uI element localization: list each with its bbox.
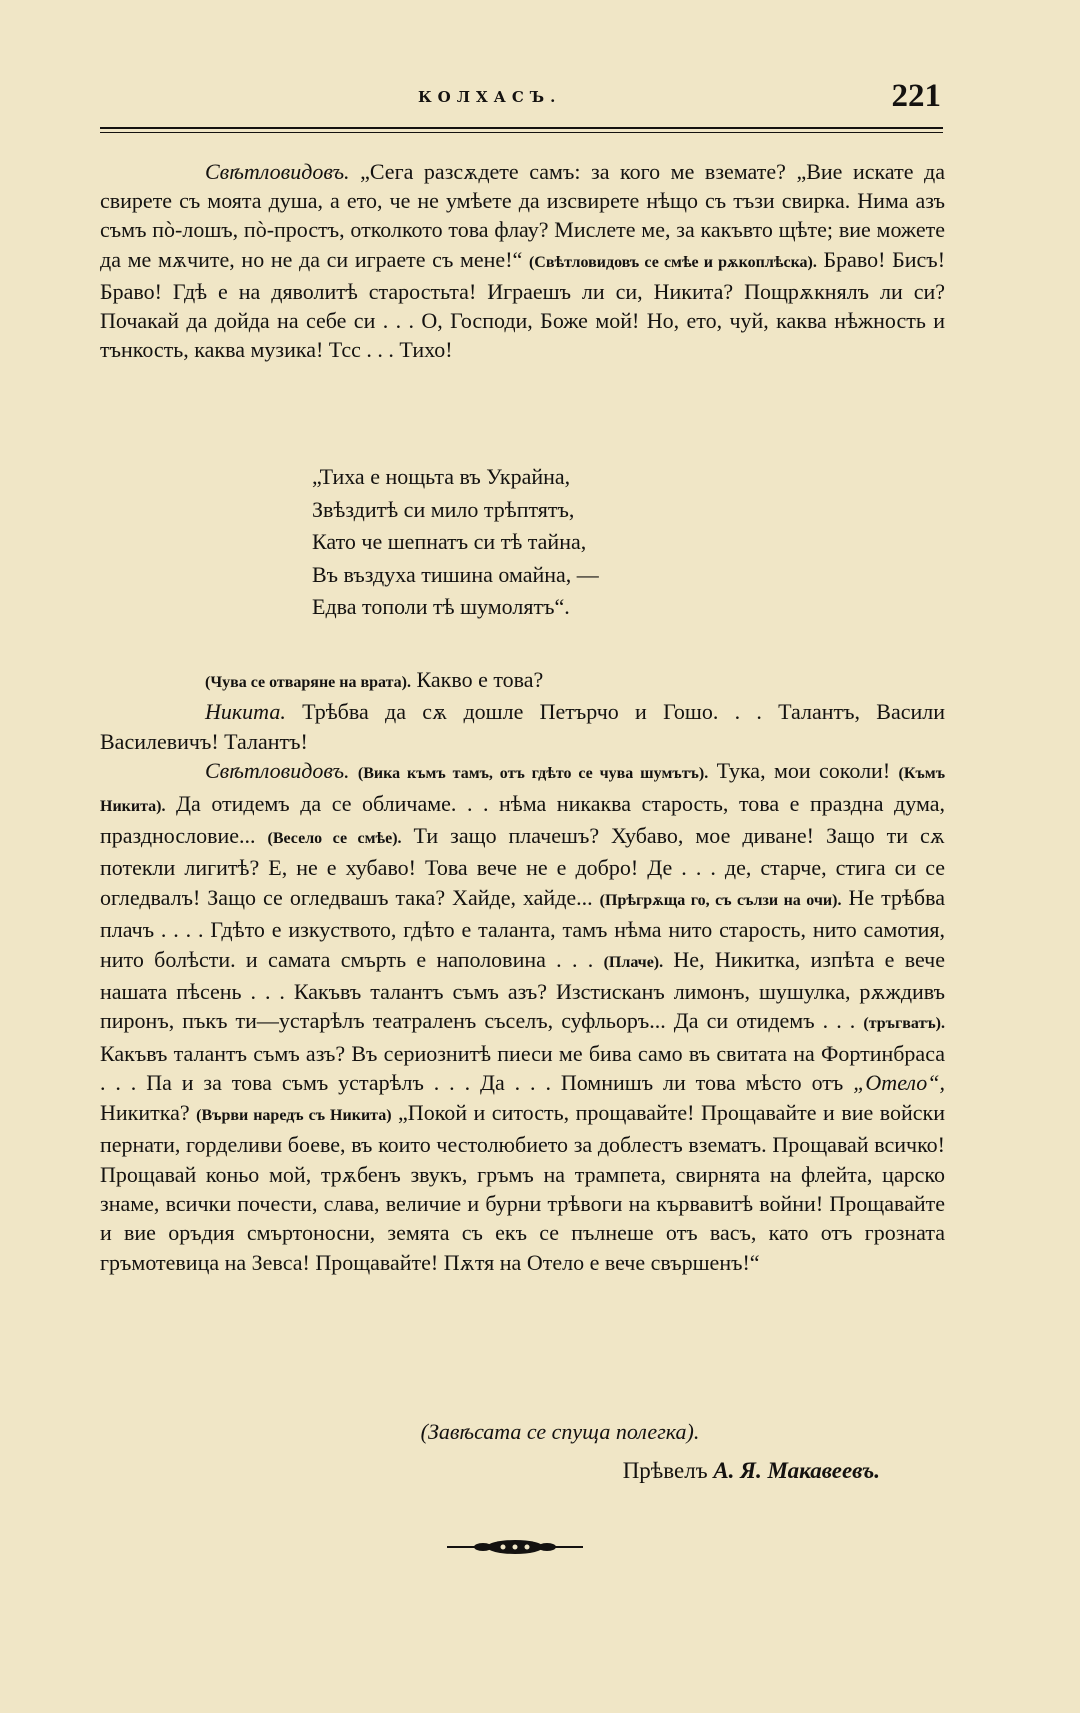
speech-text: Да отидемъ да се обличаме. . . нѣма никаква старость, това е праздна дума, празднословие... — [100, 790, 945, 849]
poem-stanza — [312, 461, 599, 624]
speech-text: Какво е това? — [416, 667, 544, 692]
poem-line: Като че шепнатъ си тѣ тайна, — [312, 529, 587, 554]
poem-line: „Тиха е нощьта въ Украйна, — [312, 464, 571, 489]
quoted-title: „Отело“, — [853, 1070, 946, 1096]
header-double-rule — [100, 127, 943, 137]
poem-line: Едва тополи тѣ шумолятъ“. — [312, 594, 570, 619]
speech-text: Ти защо плачешъ? Хубаво, мое диване! Защо ти сѫ потекли лигитѣ? Е, не е хубаво! Това вече не е добро! Де . . . де, старче, стига си се огледвалъ! Защо се огледвашъ така? Хайде, хайде... — [100, 823, 946, 910]
paragraph — [100, 756, 945, 1277]
speech-text: „Покой и ситость, прощавайте! Прощавайте и вие войски пернати, горделиви боеве, въ които честолюбието за доблестъ взематъ. Прощавай всичко! Прощавай коньо мой, трѫбенъ звукъ, гръмъ на трампета, свирнята на флейта, царско знаме, всички почести, слава, величие и бурни трѣвоги на кървавитѣ войни! Прощавайте и вие оръдия смъртоносни, земята съ екъ се пълнеше отъ васъ, като отъ грозната гръмотевица на Зевса! Прощавайте! Пѫтя на Отело е вече свършенъ!“ — [100, 1099, 945, 1275]
rule-line-thin — [100, 132, 943, 133]
speech-text: „Сега разсѫдете самъ: за кого ме вземате? „Вие искате да свирете съ моята душа, а ето, че не умѣете да изсвирете нѣщо съ тъзи свирка. Нима азъ съмъ пò-лошъ, пò-простъ, отколкото това флау? Мислете ме, за какъвто щѣте; вие можете да ме мѫчите, но не да си играете съ мене!“ — [100, 159, 945, 272]
stage-direction: (Плаче). — [603, 953, 664, 971]
rule-line-thick — [100, 127, 943, 129]
running-title: КОЛХАСЪ. — [418, 88, 562, 106]
poem-line: Звѣздитѣ си мило трѣптятъ, — [312, 496, 575, 522]
speech-text: Тука, мои соколи! — [716, 758, 891, 784]
paragraph — [100, 665, 945, 697]
stage-direction: (Весело се смѣе). — [267, 830, 402, 848]
stage-direction: (Свѣтловидовъ се смѣе и рѫкоплѣска). — [528, 253, 817, 271]
speech-text: Браво! Бисъ! Браво! Гдѣ е на дяволитѣ старостьта! Играешъ ли си, Никита? Пощрѫкнялъ ли си? Почакай да дойда на себе си . . . О, Господи, Боже мой! Но, ето, чуй, каква нѣжность и тънкость, каква музика! Тсс . . . Тихо! — [100, 246, 946, 363]
speech-text: Не, Никитка, изпѣта е вече нашата пѣсень . . . Какъвъ талантъ съмъ азъ? Изстисканъ лимонъ, шушулка, рѫждивъ пиронъ, пъкъ ти—устарѣлъ театраленъ съселъ, суфльоръ... Да си отидемъ . . . — [100, 946, 945, 1034]
poem-line: Въ въздуха тишина омайна, — — [312, 561, 599, 587]
translated-label: Прѣвелъ — [622, 1458, 708, 1483]
speech-text: Никитка? — [100, 1099, 190, 1125]
page-header — [100, 78, 945, 124]
end-ornament — [445, 1536, 585, 1558]
speech-text: Трѣбва да сѫ дошле Петърчо и Гошо. . . Талантъ, Васили Василевичъ! Талантъ! — [100, 699, 945, 754]
speaker-name: Свѣтловидовъ. — [205, 758, 350, 784]
speech-text: Не трѣбва плачъ . . . . Гдѣто е изкуството, гдѣто е таланта, тамъ нѣма нито старость, нито самотия, нито болѣсти. и самата смърть е наполовина . . . — [100, 884, 945, 972]
speech-text: Какъвъ талантъ съмъ азъ? Въ сериознитѣ пиеси ме бива само въ свитата на Фортинбраса . . . Па и за това съмъ устарѣлъ . . . Да . . . Помнишъ ли това мѣсто отъ — [100, 1040, 945, 1096]
translator-name: А. Я. Макавеевъ. — [713, 1458, 880, 1483]
opening-monologue — [100, 157, 945, 364]
stage-direction: (Вика къмъ тамъ, отъ гдѣто се чува шумътъ). — [357, 765, 709, 783]
translator-credit — [623, 1458, 880, 1484]
paragraph — [100, 697, 945, 756]
closing-stage-direction: (Завѣсата се спуща полегка). — [420, 1419, 700, 1444]
speaker-name: Свѣтловидовъ. — [205, 159, 350, 184]
paragraph — [100, 157, 945, 364]
dialogue-section — [100, 665, 945, 1277]
speaker-name: Никита. — [205, 699, 286, 725]
stage-direction: (Прѣгрѫща го, съ сълзи на очи). — [599, 891, 842, 909]
page-number: 221 — [891, 78, 941, 114]
stage-direction: (тръгватъ). — [863, 1015, 945, 1033]
stage-direction: (Чува се отваряне на врата). — [205, 674, 411, 691]
stage-direction: (Върви наредъ съ Никита) — [196, 1106, 392, 1124]
stage-direction: (Къмъ Никита). — [100, 765, 946, 815]
